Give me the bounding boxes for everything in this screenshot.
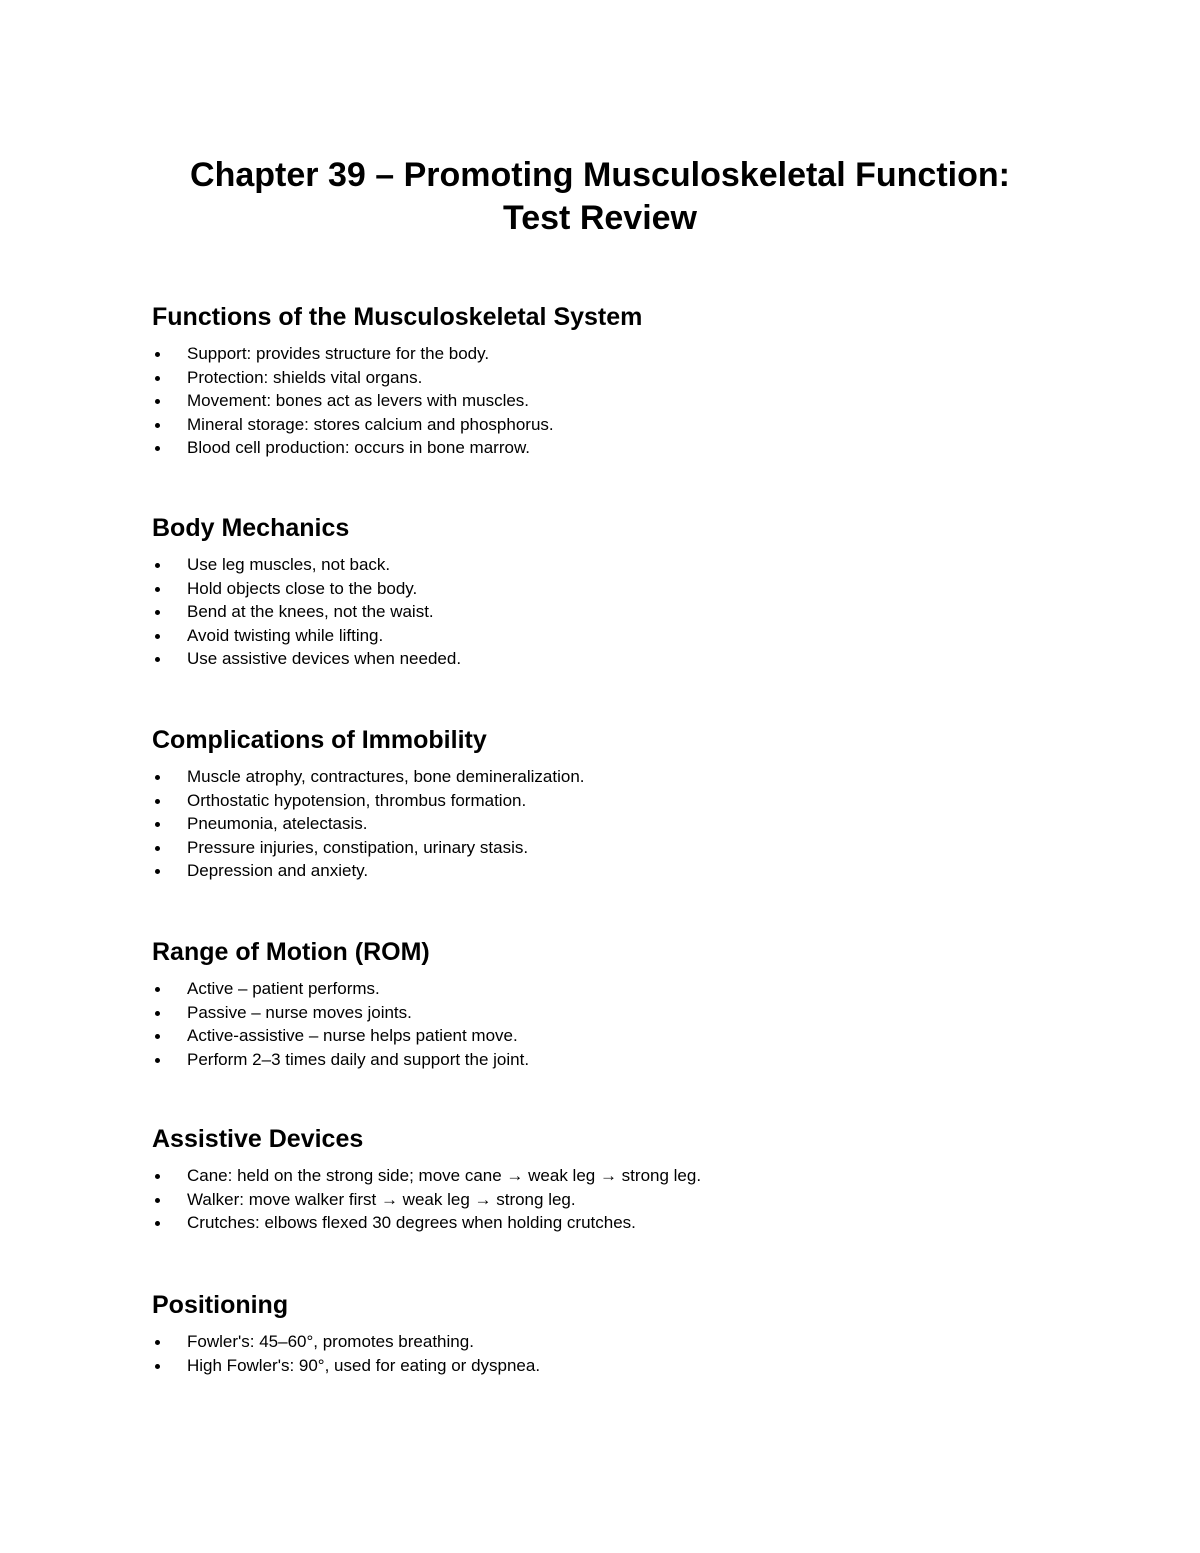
bullet-dot-icon (155, 1174, 160, 1179)
list-item-text: Perform 2–3 times daily and support the joint. (187, 1049, 530, 1069)
list-item-text: Orthostatic hypotension, thrombus formation. (187, 790, 527, 810)
bullet-dot-icon (155, 869, 160, 874)
bullet-dot-icon (155, 610, 160, 615)
list-item (152, 1164, 1052, 1188)
list-item (152, 1354, 1052, 1378)
bullet-list (152, 1330, 1052, 1377)
list-item-text: Cane: held on the strong side; move cane → weak leg → strong leg. (187, 1166, 702, 1185)
bullet-dot-icon (155, 634, 160, 639)
list-item-text: Support: provides structure for the body. (187, 344, 490, 363)
list-item-text: Crutches: elbows flexed 30 degrees when holding crutches. (187, 1213, 636, 1233)
section-heading: Complications of Immobility (152, 726, 487, 754)
list-item-text: Movement: bones act as levers with muscles. (187, 391, 530, 411)
list-item-text: Passive – nurse moves joints. (187, 1002, 412, 1022)
list-item (152, 1330, 1052, 1354)
section-heading: Assistive Devices (152, 1125, 364, 1153)
list-item (152, 342, 1052, 366)
list-item (152, 553, 1052, 577)
section-positioning (152, 1290, 1052, 1377)
bullet-dot-icon (155, 1221, 160, 1226)
list-item-text: Use assistive devices when needed. (187, 649, 462, 669)
list-item (152, 1024, 1052, 1048)
bullet-list (152, 342, 1052, 460)
list-item (152, 977, 1052, 1001)
list-item-text: Pneumonia, atelectasis. (187, 814, 368, 834)
list-item (152, 836, 1052, 860)
bullet-dot-icon (155, 446, 160, 451)
section-assistive-devices (152, 1124, 1052, 1235)
list-item-text: Depression and anxiety. (187, 861, 369, 881)
section-heading: Range of Motion (ROM) (152, 938, 430, 966)
bullet-dot-icon (155, 822, 160, 827)
bullet-dot-icon (155, 399, 160, 404)
section-heading: Body Mechanics (152, 514, 350, 542)
list-item (152, 577, 1052, 601)
bullet-dot-icon (155, 775, 160, 780)
list-item-text: Walker: move walker first → weak leg → strong leg. (187, 1189, 576, 1209)
list-item-text: Fowler's: 45–60°, promotes breathing. (187, 1332, 474, 1351)
section-heading: Positioning (152, 1291, 289, 1319)
list-item-text: Muscle atrophy, contractures, bone demineralization. (187, 767, 585, 786)
list-item-text: Protection: shields vital organs. (187, 367, 423, 387)
list-item (152, 647, 1052, 671)
section-complications (152, 725, 1052, 883)
bullet-list (152, 553, 1052, 671)
bullet-list (152, 977, 1052, 1071)
bullet-list (152, 1164, 1052, 1235)
bullet-dot-icon (155, 423, 160, 428)
bullet-dot-icon (155, 846, 160, 851)
bullet-dot-icon (155, 1340, 160, 1345)
list-item (152, 436, 1052, 460)
list-item-text: Mineral storage: stores calcium and phosphorus. (187, 414, 554, 434)
list-item (152, 366, 1052, 390)
list-item (152, 1211, 1052, 1235)
page-title-line-1: Chapter 39 – Promoting Musculoskeletal Function: (190, 156, 1010, 194)
bullet-dot-icon (155, 799, 160, 804)
bullet-dot-icon (155, 376, 160, 381)
list-item (152, 413, 1052, 437)
section-functions (152, 302, 1052, 460)
list-item-text: Bend at the knees, not the waist. (187, 602, 434, 622)
list-item-text: Use leg muscles, not back. (187, 555, 391, 574)
list-item-text: Blood cell production: occurs in bone marrow. (187, 438, 531, 458)
section-range-of-motion (152, 937, 1052, 1071)
bullet-dot-icon (155, 1034, 160, 1039)
list-item-text: Active – patient performs. (187, 979, 380, 998)
bullet-dot-icon (155, 657, 160, 662)
bullet-dot-icon (155, 563, 160, 568)
list-item-text: Pressure injuries, constipation, urinary stasis. (187, 837, 529, 857)
bullet-list (152, 765, 1052, 883)
bullet-dot-icon (155, 352, 160, 357)
bullet-dot-icon (155, 987, 160, 992)
bullet-dot-icon (155, 1364, 160, 1369)
list-item (152, 624, 1052, 648)
page-title (0, 154, 1200, 240)
bullet-dot-icon (155, 587, 160, 592)
bullet-dot-icon (155, 1198, 160, 1203)
section-heading: Functions of the Musculoskeletal System (152, 303, 643, 331)
list-item-text: Hold objects close to the body. (187, 578, 418, 598)
bullet-dot-icon (155, 1058, 160, 1063)
list-item (152, 1188, 1052, 1212)
list-item (152, 1048, 1052, 1072)
list-item-text: High Fowler's: 90°, used for eating or dyspnea. (187, 1355, 541, 1375)
list-item (152, 859, 1052, 883)
list-item (152, 389, 1052, 413)
page-title-line-2: Test Review (502, 199, 697, 237)
list-item (152, 812, 1052, 836)
list-item-text: Avoid twisting while lifting. (187, 625, 384, 645)
list-item-text: Active-assistive – nurse helps patient move. (187, 1026, 518, 1046)
list-item (152, 789, 1052, 813)
list-item (152, 765, 1052, 789)
list-item (152, 1001, 1052, 1025)
bullet-dot-icon (155, 1011, 160, 1016)
section-body-mechanics (152, 513, 1052, 671)
list-item (152, 600, 1052, 624)
